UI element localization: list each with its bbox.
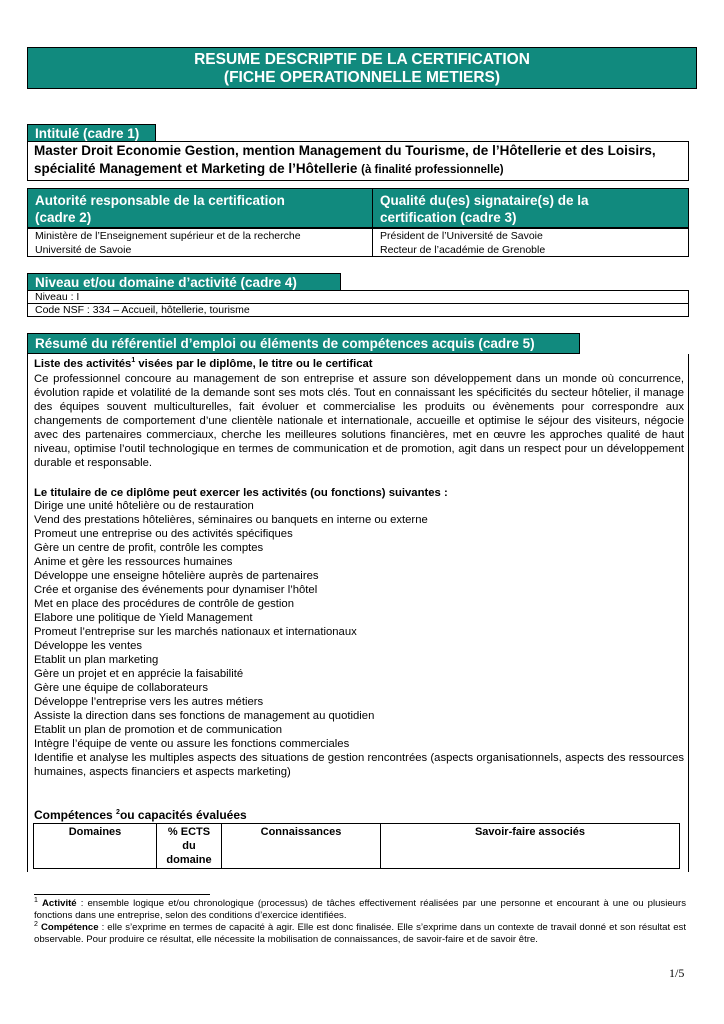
cadre5-label: Résumé du référentiel d’emploi ou éléments de compétences acquis (cadre 5) xyxy=(27,333,580,354)
footnote-2-number: 2 xyxy=(34,920,38,928)
ects-header-line3: domaine xyxy=(166,854,212,866)
footnote-separator xyxy=(34,894,210,895)
cadre2-label xyxy=(27,188,373,228)
document-title-line2: (FICHE OPERATIONNELLE METIERS) xyxy=(223,69,501,86)
list-item: Développe les ventes xyxy=(34,640,143,652)
footnote-1-term: Activité xyxy=(41,898,77,909)
list-item: Etablit un plan de promotion et de communication xyxy=(34,724,283,736)
cadre1-content xyxy=(27,141,689,181)
list-item: Elabore une politique de Yield Management xyxy=(34,612,253,624)
footnotes xyxy=(34,898,686,946)
list-item: Développe l’entreprise vers les autres métiers xyxy=(34,696,264,708)
functions-heading: Le titulaire de ce diplôme peut exercer les activités (ou fonctions) suivantes : xyxy=(34,487,448,499)
list-item: Promeut l’entreprise sur les marchés nationaux et internationaux xyxy=(34,626,357,638)
footnote-2-term: Compétence xyxy=(40,922,99,933)
ects-header-line2: du xyxy=(182,840,196,852)
ects-header-line1: % ECTS xyxy=(167,826,211,838)
list-item: Identifie et analyse les multiples aspects des situations de gestion rencontrées (aspects organisationnels, aspects des ressources humaines, aspects financiers et aspects marketing) xyxy=(34,752,684,778)
column-header-ects xyxy=(157,824,222,869)
footnote-1 xyxy=(34,898,686,922)
list-item: Anime et gère les ressources humaines xyxy=(34,556,233,568)
footnote-ref-2: 2 xyxy=(116,809,120,816)
list-item: Gère un projet et en apprécie la faisabilité xyxy=(34,668,244,680)
list-item: Crée et organise des événements pour dynamiser l’hôtel xyxy=(34,584,318,596)
footnote-2-text: : elle s’exprime en termes de capacité à agir. Elle est donc finalisée. Elle s’exprime dans un contexte de travail donné et son résultat est observable. Pour produire ce résultat, elle nécessite la mobilisation de connaissances, de savoir-faire et de savoir être. xyxy=(34,922,686,945)
activities-heading-text: Liste des activités xyxy=(34,358,132,370)
cadre2-authority-university: Université de Savoie xyxy=(35,244,132,256)
cadre1-label: Intitulé (cadre 1) xyxy=(27,124,156,142)
column-header-domaines: Domaines xyxy=(34,824,157,869)
page-number: 1/5 xyxy=(669,966,685,980)
cadre2-content xyxy=(27,228,373,257)
cadre3-label-line1: Qualité du(es) signataire(s) de la xyxy=(380,193,589,208)
column-header-savoir-faire: Savoir-faire associés xyxy=(381,824,680,869)
cadre3-signatory-president: Président de l’Université de Savoie xyxy=(380,230,543,242)
footnote-ref-1: 1 xyxy=(131,357,136,365)
activities-paragraph: Ce professionnel concoure au management de son entreprise et assure son développement dans un monde où concurrence, évolution rapide et volatilité de la demande sont ses mots clés. Tout en connaissant les spécificités du secteur hôtelier, il manage des équipes souvent multiculturelles, fait évoluer et commercialise les produits ou évènements pour correspondre aux changements de comportement d’une clientèle nationale et internationale, accueille et optimise le séjour des visiteurs, négocie avec des partenaires commerciaux, cherche les meilleures solutions financières, met en œuvre les approches qualité de haut niveau, optimise l’outil technologique en termes de communication et de promotion, agit dans un respect pour un développement durable et responsable. xyxy=(34,373,684,469)
cadre2-label-line2: (cadre 2) xyxy=(35,210,92,225)
footnote-2 xyxy=(34,922,686,946)
document-title-banner xyxy=(27,47,697,89)
activities-heading xyxy=(34,357,684,371)
table-header-row xyxy=(34,824,680,869)
list-item: Etablit un plan marketing xyxy=(34,654,159,666)
footnote-1-number: 1 xyxy=(34,896,38,904)
list-item: Intègre l’équipe de vente ou assure les fonctions commerciales xyxy=(34,738,350,750)
competences-heading-text: Compétences xyxy=(34,808,117,822)
cadre4-label: Niveau et/ou domaine d’activité (cadre 4) xyxy=(27,273,341,291)
cadre4-niveau: Niveau : I xyxy=(27,290,689,304)
certification-title-suffix: (à finalité professionnelle) xyxy=(361,164,504,176)
cadre3-label-line2: certification (cadre 3) xyxy=(380,210,517,225)
list-item: Gère un centre de profit, contrôle les comptes xyxy=(34,542,264,554)
certification-title: Master Droit Economie Gestion, mention Management du Tourisme, de l’Hôtellerie et des Loisirs, spécialité Management et Marketing de l’Hôtellerie xyxy=(34,143,656,176)
list-item: Gère une équipe de collaborateurs xyxy=(34,682,208,694)
cadre2-label-line1: Autorité responsable de la certification xyxy=(35,193,285,208)
list-item: Promeut une entreprise ou des activités spécifiques xyxy=(34,528,293,540)
competences-heading-rest: ou capacités évaluées xyxy=(119,808,247,822)
list-item: Met en place des procédures de contrôle de gestion xyxy=(34,598,294,610)
column-header-connaissances: Connaissances xyxy=(222,824,381,869)
list-item: Assiste la direction dans ses fonctions de management au quotidien xyxy=(34,710,375,722)
cadre2-authority-ministry: Ministère de l’Enseignement supérieur et de la recherche xyxy=(35,230,301,242)
list-item: Vend des prestations hôtelières, séminaires ou banquets en interne ou externe xyxy=(34,514,428,526)
cadre3-label xyxy=(372,188,689,228)
footnote-1-text: : ensemble logique et/ou chronologique (processus) de tâches effectivement réalisées par une personne et encourant à une ou plusieurs fonctions dans une entreprise, selon des conditions d’exercice identifiées. xyxy=(34,898,687,921)
cadre4-code-nsf: Code NSF : 334 – Accueil, hôtellerie, tourisme xyxy=(27,303,689,317)
competences-heading xyxy=(34,808,684,822)
activities-heading-rest: visées par le diplôme, le titre ou le certificat xyxy=(135,358,373,370)
cadre3-signatory-recteur: Recteur de l’académie de Grenoble xyxy=(380,244,546,256)
list-item: Développe une enseigne hôtelière auprès de partenaires xyxy=(34,570,319,582)
competences-table xyxy=(33,823,680,869)
cadre3-content xyxy=(372,228,689,257)
document-title-line1: RESUME DESCRIPTIF DE LA CERTIFICATION xyxy=(194,51,530,68)
cadre2-cadre3-section xyxy=(27,188,689,257)
functions-list xyxy=(34,499,684,779)
list-item: Dirige une unité hôtelière ou de restauration xyxy=(34,500,254,512)
